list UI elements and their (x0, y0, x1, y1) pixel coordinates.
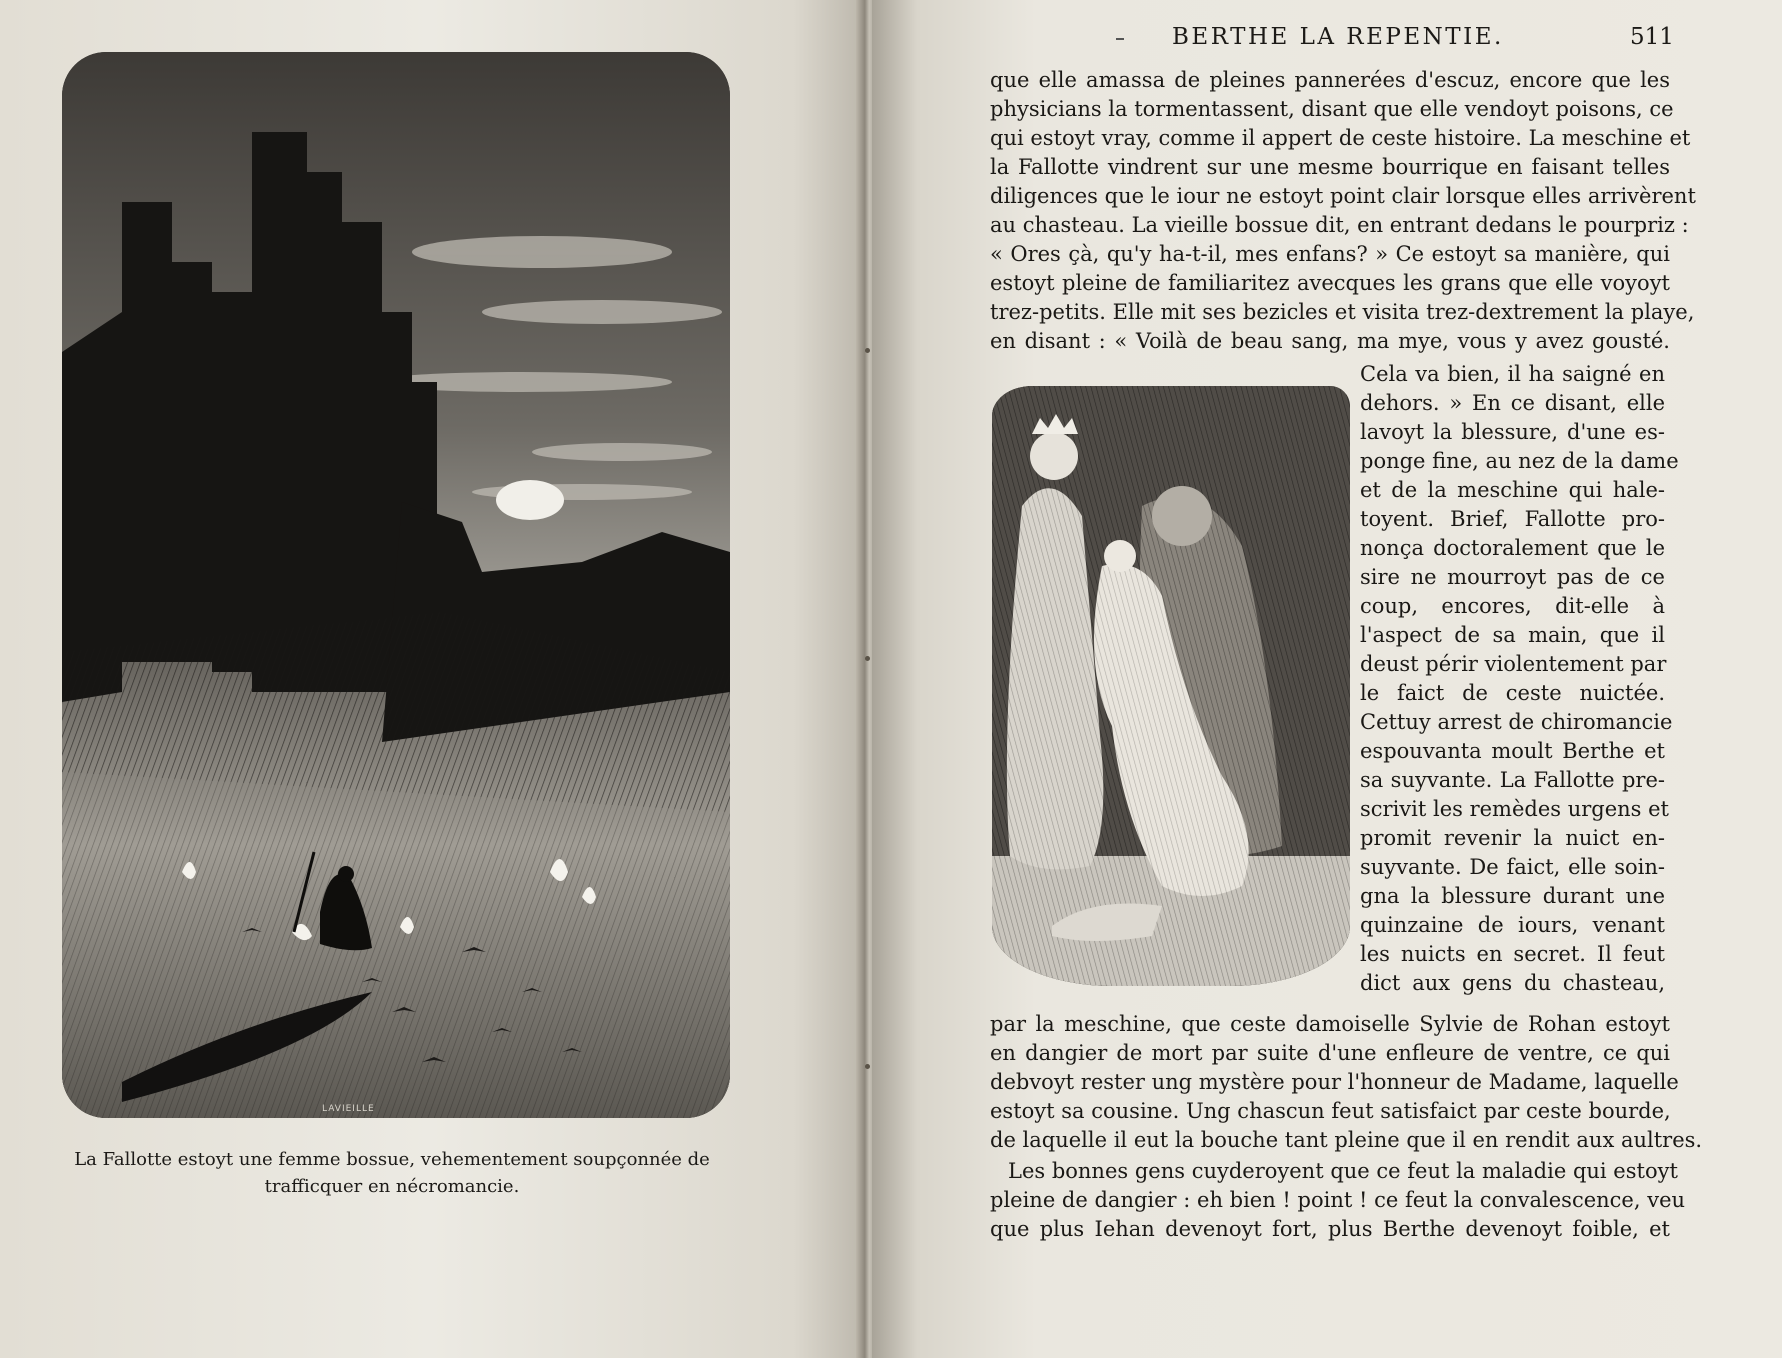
text-line: quinzaine de iours, venant (1360, 913, 1665, 937)
binding-stitch (865, 1064, 870, 1069)
castle-night-engraving (62, 52, 730, 1118)
text-line: estoyt pleine de familiaritez avecques les grans que elle voyoyt (990, 271, 1670, 295)
text-line: ponge fine, au nez de la dame (1360, 449, 1679, 473)
text-line: promit revenir la nuict en- (1360, 826, 1665, 850)
text-line: dehors. » En ce disant, elle (1360, 391, 1665, 415)
text-line: coup, encores, dit-elle à (1360, 594, 1665, 618)
text-line: Cettuy arrest de chiromancie (1360, 710, 1673, 734)
binding-stitch (865, 656, 870, 661)
engraver-signature: LAVIEILLE (322, 1104, 375, 1114)
caption-line: trafficquer en nécromancie. (264, 1176, 520, 1197)
text-line: estoyt sa cousine. Ung chascun feut satisfaict par ceste bourde, (990, 1099, 1671, 1123)
text-line: Cela va bien, il ha saigné en (1360, 362, 1665, 386)
text-line: la Fallotte vindrent sur une mesme bourrique en faisant telles (990, 155, 1670, 179)
text-line: scrivit les remèdes urgens et (1360, 797, 1669, 821)
bedside-scene-engraving (992, 386, 1350, 986)
text-line: en dangier de mort par suite d'une enfleure de ventre, ce qui (990, 1041, 1670, 1065)
header-dash (1116, 38, 1124, 40)
text-line: qui estoyt vray, comme il appert de ceste histoire. La meschine et (990, 126, 1691, 150)
text-line: que elle amassa de pleines pannerées d'escuz, encore que les (990, 68, 1670, 92)
text-line: les nuicts en secret. Il feut (1360, 942, 1665, 966)
text-line: suyvante. De faict, elle soin- (1360, 855, 1665, 879)
text-line: que plus Iehan devenoyt fort, plus Berthe devenoyt foible, et (990, 1217, 1670, 1241)
text-line: « Ores çà, qu'y ha-t-il, mes enfans? » Ce estoyt sa manière, qui (990, 242, 1670, 266)
text-line: par la meschine, que ceste damoiselle Sylvie de Rohan estoyt (990, 1012, 1670, 1036)
text-line: dict aux gens du chasteau, (1360, 971, 1665, 995)
text-line: Les bonnes gens cuyderoyent que ce feut la maladie qui estoyt (1008, 1159, 1678, 1183)
text-line: diligences que le iour ne estoyt point clair lorsque elles arrivèrent (990, 184, 1696, 208)
running-head: BERTHE LA REPENTIE. (1172, 24, 1504, 50)
vignette-art (992, 386, 1350, 986)
page-number: 511 (1630, 24, 1674, 50)
caption-line: La Fallotte estoyt une femme bossue, vehementement soupçonnée de (74, 1149, 710, 1170)
text-line: au chasteau. La vieille bossue dit, en entrant dedans le pourpriz : (990, 213, 1689, 237)
illustration-caption (62, 1146, 722, 1200)
text-line: pleine de dangier : eh bien ! point ! ce feut la convalescence, veu (990, 1188, 1686, 1212)
text-line: en disant : « Voilà de beau sang, ma mye, vous y avez gousté. (990, 329, 1670, 353)
text-line: lavoyt la blessure, d'une es- (1360, 420, 1665, 444)
text-line: toyent. Brief, Fallotte pro- (1360, 507, 1665, 531)
text-line: sa suyvante. La Fallotte pre- (1360, 768, 1665, 792)
text-line: espouvanta moult Berthe et (1360, 739, 1665, 763)
text-line: deust périr violentement par (1360, 652, 1667, 676)
text-line: et de la meschine qui hale- (1360, 478, 1665, 502)
text-line: sire ne mourroyt pas de ce (1360, 565, 1665, 589)
text-line: debvoyt rester ung mystère pour l'honneur de Madame, laquelle (990, 1070, 1679, 1094)
engraving-art (62, 52, 730, 1118)
binding-stitch (865, 348, 870, 353)
text-line: physicians la tormentassent, disant que elle vendoyt poisons, ce (990, 97, 1674, 121)
text-line: l'aspect de sa main, que il (1360, 623, 1665, 647)
text-line: nonça doctoralement que le (1360, 536, 1665, 560)
text-line: gna la blessure durant une (1360, 884, 1665, 908)
text-line: le faict de ceste nuictée. (1360, 681, 1665, 705)
text-line: trez-petits. Elle mit ses bezicles et visita trez-dextrement la playe, (990, 300, 1695, 324)
text-line: de laquelle il eut la bouche tant pleine que il en rendit aux aultres. (990, 1128, 1703, 1152)
left-page (0, 0, 862, 1358)
